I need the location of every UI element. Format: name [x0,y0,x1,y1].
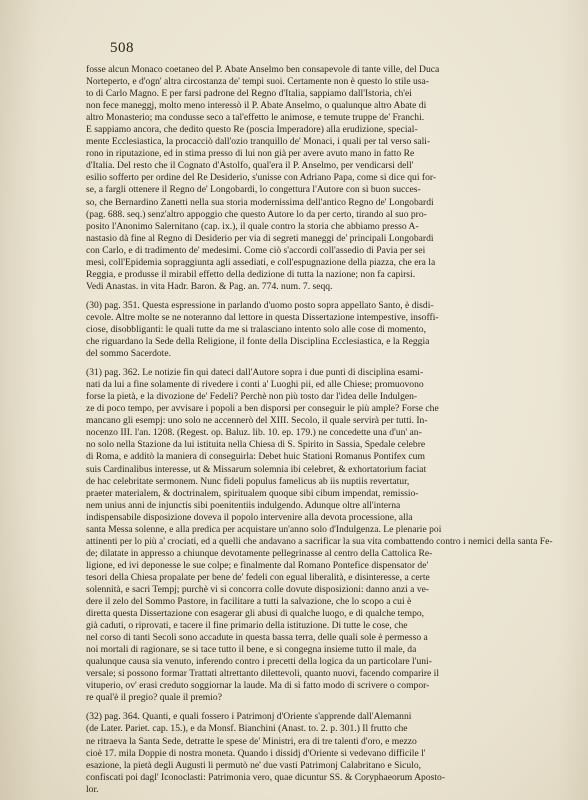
text-line: (30) pag. 351. Questa espressione in parlando d'uomo posto sopra appellato Santo, è disdi- [86,299,434,311]
page-edge-shadow-left [0,0,40,800]
text-line: nati da lui a fine solamente di rivedere i conti a' Luoghi pii, ed alle Chiese; promuovono [86,379,424,391]
text-line: no solo nella Stazione da lui istituita nella Chiesa di S. Spirito in Sassia, Spedale celebre [86,439,426,451]
text-line: ze di poco tempo, per avvisare i popoli a ben disporsi per conseguir le più ample? Forse che [86,403,439,415]
text-line: ligione, ed ivi deponesse le sue colpe; e finalmente dal Romano Pontefice dispensator de' [86,559,429,571]
text-line: E sappiamo ancora, che dedito questo Re (poscia Imperadore) alla erudizione, special- [86,124,418,136]
text-line: altro Monasterio; ma condusse seco a tal'effetto le animose, e temute truppe de' Franchi. [86,112,425,124]
text-line: posito l'Anonimo Salernitano (cap. ix.), il quale contro la storia che abbiamo presso A- [86,220,419,232]
paragraph-gap [86,360,556,367]
text-line: (32) pag. 364. Quanti, e quali fossero i Patrimonj d'Oriente s'apprende dall'Alemanni [86,711,412,723]
text-line: Vedi Anastas. in vita Hadr. Baron. & Pag. an. 774. num. 7. seqq. [86,280,333,292]
text-line: solennità, e sacri Tempj; purchè vi si concorra colle dovute disposizioni: danno anzi a ve- [86,583,430,595]
text-line: (31) pag. 362. Le notizie fin qui dateci dall'Autore sopra i due punti di disciplina esami- [86,367,424,379]
text-line: attinenti per lo più a' crociati, ed a quelli che andavano a sacrificar la sua vita combattendo contro i nemici della santa Fe- [86,535,553,547]
text-line: confiscati poi dagl' Iconoclasti: Patrimonia vero, quae dicuntur SS. & Coryphaeorum Aposto- [86,771,446,783]
text-line: Norteperto, e d'ogn' altra circostanza de' tempi suoi. Certamente non è questo lo stile usa- [86,76,429,88]
paragraph-gap [86,704,556,711]
text-line: rono in riputazione, ed in stima presso di lui non già per avere avuto mano in fatto Re [86,148,415,160]
paragraph-gap [86,293,556,300]
text-line: esazione, la pietà degli Augusti li permutò ne' due vasti Patrimonj Calabritano e Siculo, [86,759,422,771]
text-line: di Roma, e additò la maniera di conseguirla: Debet huic Stationi Romanus Pontifex cum [86,451,425,463]
text-line: mancano gli esempj: uno solo ne accennerò del XIII. Secolo, il quale servirà per tutti. In- [86,415,428,427]
text-line: vituperio, ov' erasi creduto soggiornar la laude. Ma di sì fatto modo di scrivere o compor- [86,680,430,692]
text-line: cioè 17. mila Doppie di nostra moneta. Quando i dissidj d'Oriente si vedevano difficile l' [86,747,426,759]
text-line: (pag. 688. seq.) senz'altro appoggio che questo Autore lo da per certo, tirando al suo pro- [86,208,427,220]
text-line: lor. [86,783,99,795]
text-line: ciose, disobbliganti: le quali tutte da me si tralasciano intento solo alle cose di momento, [86,323,426,335]
text-line: dere il zelo del Sommo Pastore, in facilitare a tutti la salvazione, che lo scopo a cui è [86,596,412,608]
text-line: se, a fargli ottenere il Regno de' Longobardi, lo congettura l'Autore con sì buon succes- [86,184,421,196]
text-line: praeter materialem, & doctrinalem, spiritualem quoque sibi cibum impendat, remissio- [86,487,419,499]
text-line: che riguardano la Sede della Religione, il fonte della Disciplina Ecclesiastica, e la Reggia [86,336,430,348]
text-line: suis Cardinalibus interesse, ut & Missarum solemnia ibi celebret, & exhortatorium faciat [86,463,427,475]
page-edge-shadow-right [558,0,588,800]
text-line: mente Ecclesiastica, la procacciò dall'ozio tranquillo de' Monaci, i quali per tal verso sali- [86,136,431,148]
text-line: tesori della Chiesa propalate per bene de' fedeli con egual liberalità, e disinteresse, a certe [86,571,430,583]
text-line: nocenzo III. l'an. 1208. (Regest. op. Baluz. lib. 10. ep. 179.) ne concedette una d'un' an- [86,427,422,439]
text-line: qualunque causa sia venuto, inferendo contro i precetti della logica da un particolare l'uni- [86,656,432,668]
text-line: mesi, coll'Epidemia sopraggiunta agli assediati, e coll'espugnazione della piazza, che era la [86,256,436,268]
text-line: nem unius anni de injunctis sibi poenitentiis indulgendo. Adunque oltre all'interna [86,499,401,511]
text-line: cevole. Altre molte se ne noteranno dal lettore in questa Dissertazione intempestive, insoffi- [86,311,439,323]
text-line: ne ritraeva la Santa Sede, detratte le spese de' Ministri, era di tre talenti d'oro, e mezzo [86,735,417,747]
text-line: del sommo Sacerdote. [86,348,171,360]
text-line: già caduti, o riprovati, e tacere il fine primario della istituzione. Di tutte le cose, che [86,620,408,632]
text-line: versale; si possono formar Trattati altrettanto dilettevoli, quanto nuovi, facendo comparire il [86,668,440,680]
page-number: 508 [110,40,134,56]
text-line: esilio sofferto per ordine del Re Desiderio, s'unisse con Adriano Papa, come si dice qui for- [86,172,437,184]
text-line: so, che Bernardino Zanetti nella sua storia modernissima dell'antico Regno de' Longobardi [86,196,434,208]
text-line: (de Later. Pariet. cap. 15.), e da Monsf. Bianchini (Anast. to. 2. p. 301.) Il frutto che [86,723,408,735]
text-line: de hac celebritate sermonem. Nunc fideli populus famelicus ab iis nuptiis revertatur, [86,475,410,487]
text-line: noi mortali di ragionare, se si tace tutto il bene, e si congegna insieme tutto il male, da [86,644,417,656]
body-text [86,64,556,796]
text-line: to di Carlo Magno. E per farsi padrone del Regno d'Italia, sappiamo dall'Istoria, ch'ei [86,88,412,100]
text-line: santa Messa solenne, e alla predica per acquistare un'anno solo d'Indulgenza. Le plenarie poi [86,523,442,535]
text-line: indispensabile disposizione doveva il popolo intervenire alla devota processione, alla [86,511,413,523]
text-line: d'Italia. Del resto che il Cognato d'Astolfo, qual'era il P. Anselmo, per vendicarsi dell' [86,160,414,172]
text-line: nastasio dà fine al Regno di Desiderio per via di segreti maneggi de' principali Longobardi [86,232,434,244]
text-line: Reggia, e produsse il mirabil effetto della dedizione di tutta la nazione; non fa capirsi. [86,268,416,280]
text-line: re qual'è il pregio? quale il premio? [86,692,222,704]
text-line: forse la pietà, e la divozione de' Fedeli? Perchè non più tosto dar l'idea delle Indulgen- [86,391,418,403]
text-line: de; dilatate in appresso a chiunque devotamente pellegrinasse al centro della Cattolica Re- [86,547,433,559]
text-line: nel corso di tanti Secoli sono accadute in questa bassa terra, delle quali sole è permesso a [86,632,428,644]
text-line: con Carlo, e di tradimento de' medesimi. Come ciò s'accordi coll'assedio di Pavia per sei [86,244,426,256]
text-line: diretta questa Dissertazione con esagerar gli abusi di qualche luogo, e di qualche tempo, [86,608,425,620]
text-line: non fece maneggj, molto meno interessò il P. Abate Anselmo, o qualunque altro Abate di [86,100,427,112]
text-line: fosse alcun Monaco coetaneo del P. Abate Anselmo ben consapevole di tante ville, del Duca [86,64,440,75]
